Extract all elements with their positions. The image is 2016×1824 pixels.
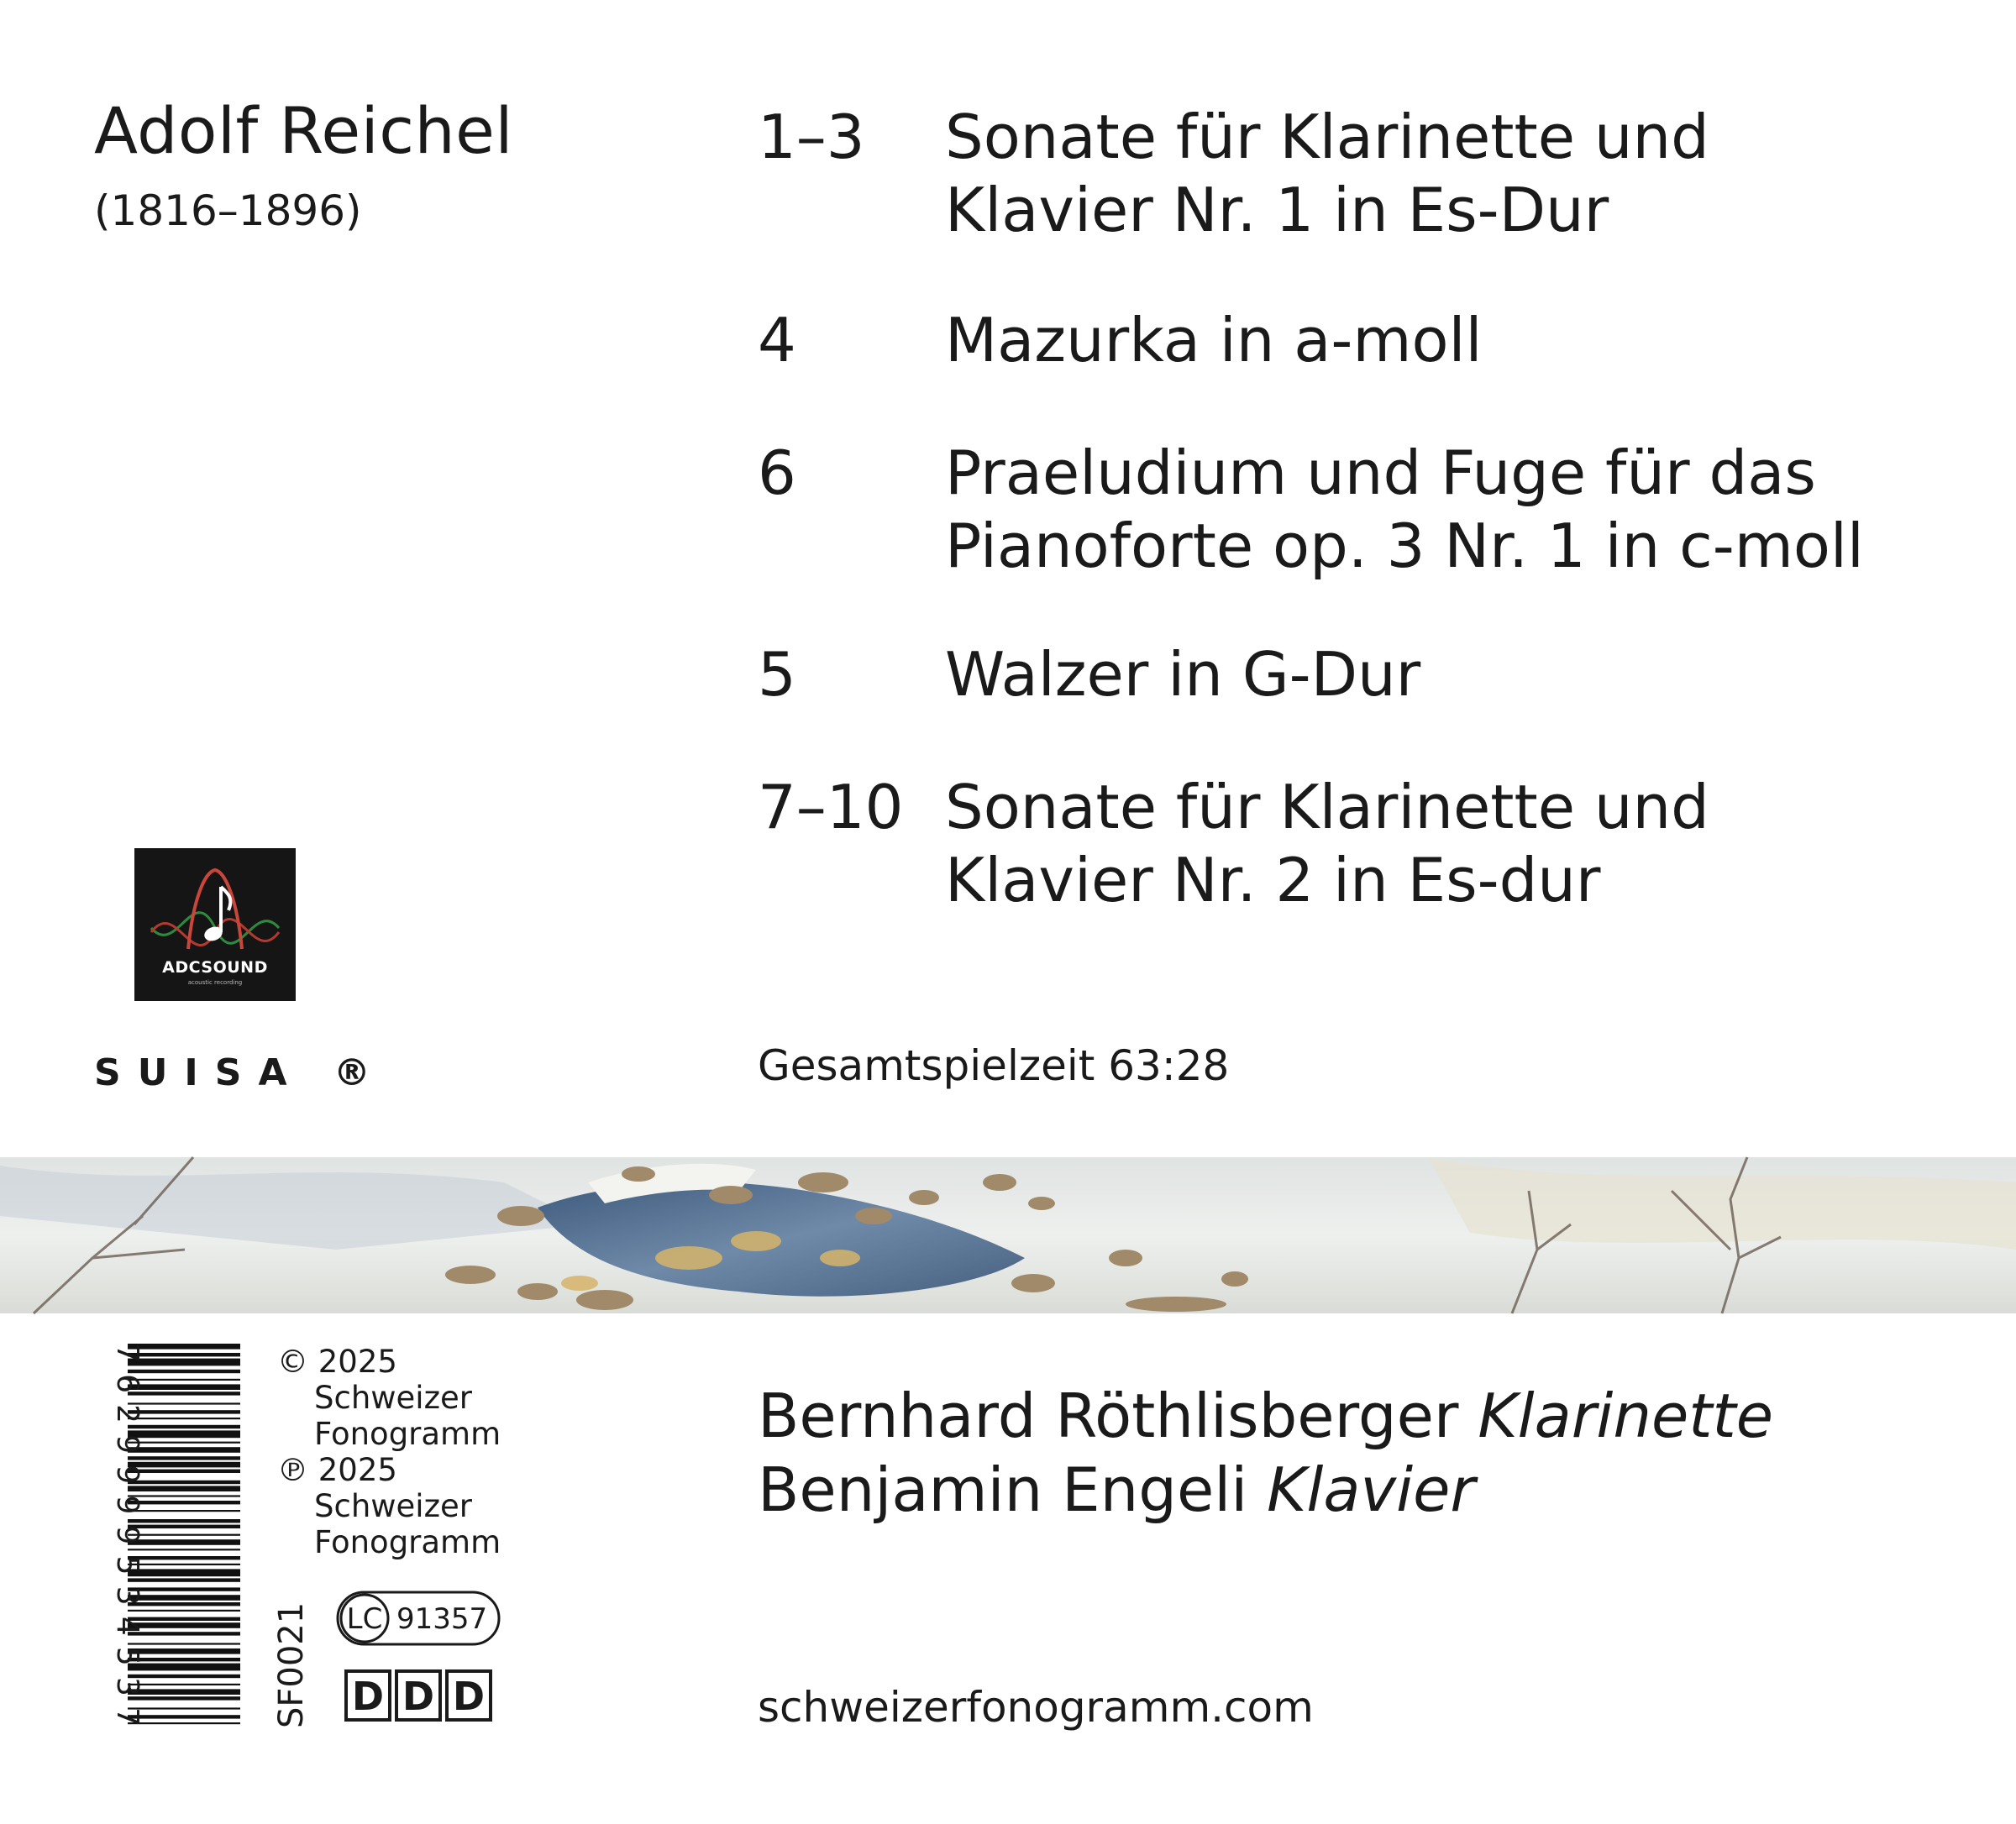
barcode-bar: [128, 1353, 240, 1356]
barcode-bar: [128, 1564, 240, 1565]
phonogram-line: ℗ 2025: [277, 1452, 397, 1488]
barcode-bar: [128, 1675, 240, 1678]
performer-name: Bernhard Röthlisberger: [758, 1381, 1459, 1451]
performer-name: Benjamin Engeli: [758, 1454, 1248, 1525]
label-code-badge: [336, 1591, 501, 1646]
barcode-bar: [128, 1722, 240, 1724]
barcode-bar: [128, 1442, 240, 1444]
ddd-letter: D: [344, 1669, 391, 1722]
track-number: 6: [758, 438, 796, 508]
composer-name: Adolf Reichel: [94, 93, 514, 168]
composer-years: (1816–1896): [94, 186, 362, 235]
track-title: [945, 771, 1987, 917]
barcode-bar: [128, 1425, 240, 1428]
catalog-number-text: SF0021: [272, 1601, 311, 1728]
barcode-number: [92, 1342, 144, 1728]
barcode-bar: [128, 1578, 240, 1581]
track-title-line: Sonate für Klarinette und: [945, 772, 1709, 842]
barcode-bar: [128, 1632, 240, 1635]
suisa-mark: SUISA ®: [94, 1051, 387, 1094]
ddd-badge: [344, 1669, 494, 1723]
track-title-line: Klavier Nr. 2 in Es-dur: [945, 845, 1601, 915]
barcode-bar: [128, 1470, 240, 1473]
barcode-bar: [128, 1684, 240, 1685]
track-title-line: Pianoforte op. 3 Nr. 1 in c-moll: [945, 511, 1864, 581]
track-title-line: Praeludium und Fuge für das: [945, 438, 1816, 508]
performer: [758, 1454, 1475, 1525]
phonogram-line: Schweizer: [314, 1488, 472, 1524]
barcode-bar: [128, 1617, 240, 1621]
barcode-bar: [128, 1430, 240, 1438]
barcode-bar: [128, 1610, 240, 1612]
barcode-bar: [128, 1664, 240, 1671]
barcode-bar: [128, 1519, 240, 1523]
copyright-block: [277, 1344, 501, 1560]
painting-strip: [0, 1157, 2016, 1313]
barcode-bar: [128, 1481, 240, 1484]
track-number: 4: [758, 305, 796, 375]
barcode-bar: [128, 1462, 240, 1468]
barcode-bar: [128, 1359, 240, 1366]
barcode-bar: [128, 1556, 240, 1559]
barcode-bar: [128, 1696, 240, 1700]
barcode-bar: [128, 1402, 240, 1404]
copyright-line: Schweizer: [314, 1380, 472, 1416]
adcsound-logo: [134, 848, 296, 1001]
performer-role: Klavier: [1267, 1454, 1475, 1525]
barcode-bar: [128, 1569, 240, 1576]
phonogram-line: Fonogramm: [314, 1524, 501, 1560]
track-number: 7–10: [758, 772, 904, 842]
barcode-bar: [128, 1392, 240, 1395]
track-title: [945, 437, 1987, 583]
track-title-line: Mazurka in a-moll: [945, 305, 1483, 375]
barcode-digits: 7629999534537: [110, 1344, 144, 1727]
barcode-bar: [128, 1344, 240, 1350]
barcode-bar: [128, 1715, 240, 1718]
track-title-line: Klavier Nr. 1 in Es-Dur: [945, 175, 1609, 245]
logo-label: ADCSOUND: [162, 958, 268, 977]
track-number: 1–3: [758, 102, 865, 172]
track-number: 5: [758, 639, 796, 710]
total-playtime: Gesamtspielzeit 63:28: [758, 1041, 1230, 1090]
lc-number: 91357: [396, 1602, 488, 1636]
track-title: [945, 304, 1987, 377]
performer-role: Klarinette: [1478, 1381, 1774, 1451]
barcode-bar: [128, 1525, 240, 1528]
barcode-bar: [128, 1495, 240, 1496]
barcode-bar: [128, 1534, 240, 1536]
track-title: [945, 638, 1987, 711]
track-title-line: Walzer in G-Dur: [945, 639, 1421, 710]
logo-tagline: acoustic recording: [187, 979, 243, 986]
barcode-bar: [128, 1486, 240, 1491]
barcode-bar: [128, 1539, 240, 1545]
barcode-bar: [128, 1447, 240, 1453]
website-url: schweizerfonogramm.com: [758, 1683, 1314, 1732]
music-note-icon: [134, 848, 296, 1001]
barcode-bar: [128, 1689, 240, 1695]
barcode-bar: [128, 1379, 240, 1381]
barcode-bar: [128, 1549, 240, 1550]
barcode-bar: [128, 1370, 240, 1373]
barcode-bar: [128, 1587, 240, 1591]
lc-label: LC: [346, 1602, 383, 1636]
barcode-bar: [128, 1410, 240, 1413]
barcode-bar: [128, 1510, 240, 1512]
catalog-number: [270, 1579, 312, 1730]
barcode-bar: [128, 1622, 240, 1628]
copyright-line: © 2025: [277, 1344, 397, 1380]
barcode-bar: [128, 1707, 240, 1709]
track-title: [945, 101, 1987, 247]
track-title-line: Sonate für Klarinette und: [945, 102, 1709, 172]
barcode-bar: [128, 1602, 240, 1606]
barcode-bar: [128, 1384, 240, 1390]
barcode-bar: [128, 1643, 240, 1644]
barcode-bar: [128, 1648, 240, 1654]
barcode-bar: [128, 1501, 240, 1504]
ddd-letter: D: [445, 1669, 492, 1722]
barcode-bar: [128, 1418, 240, 1419]
barcode-bar: [128, 1658, 240, 1661]
barcode-bar: [128, 1456, 240, 1460]
copyright-line: Fonogramm: [314, 1416, 501, 1452]
barcode-bar: [128, 1595, 240, 1601]
performer: [758, 1381, 1774, 1451]
ddd-letter: D: [395, 1669, 442, 1722]
